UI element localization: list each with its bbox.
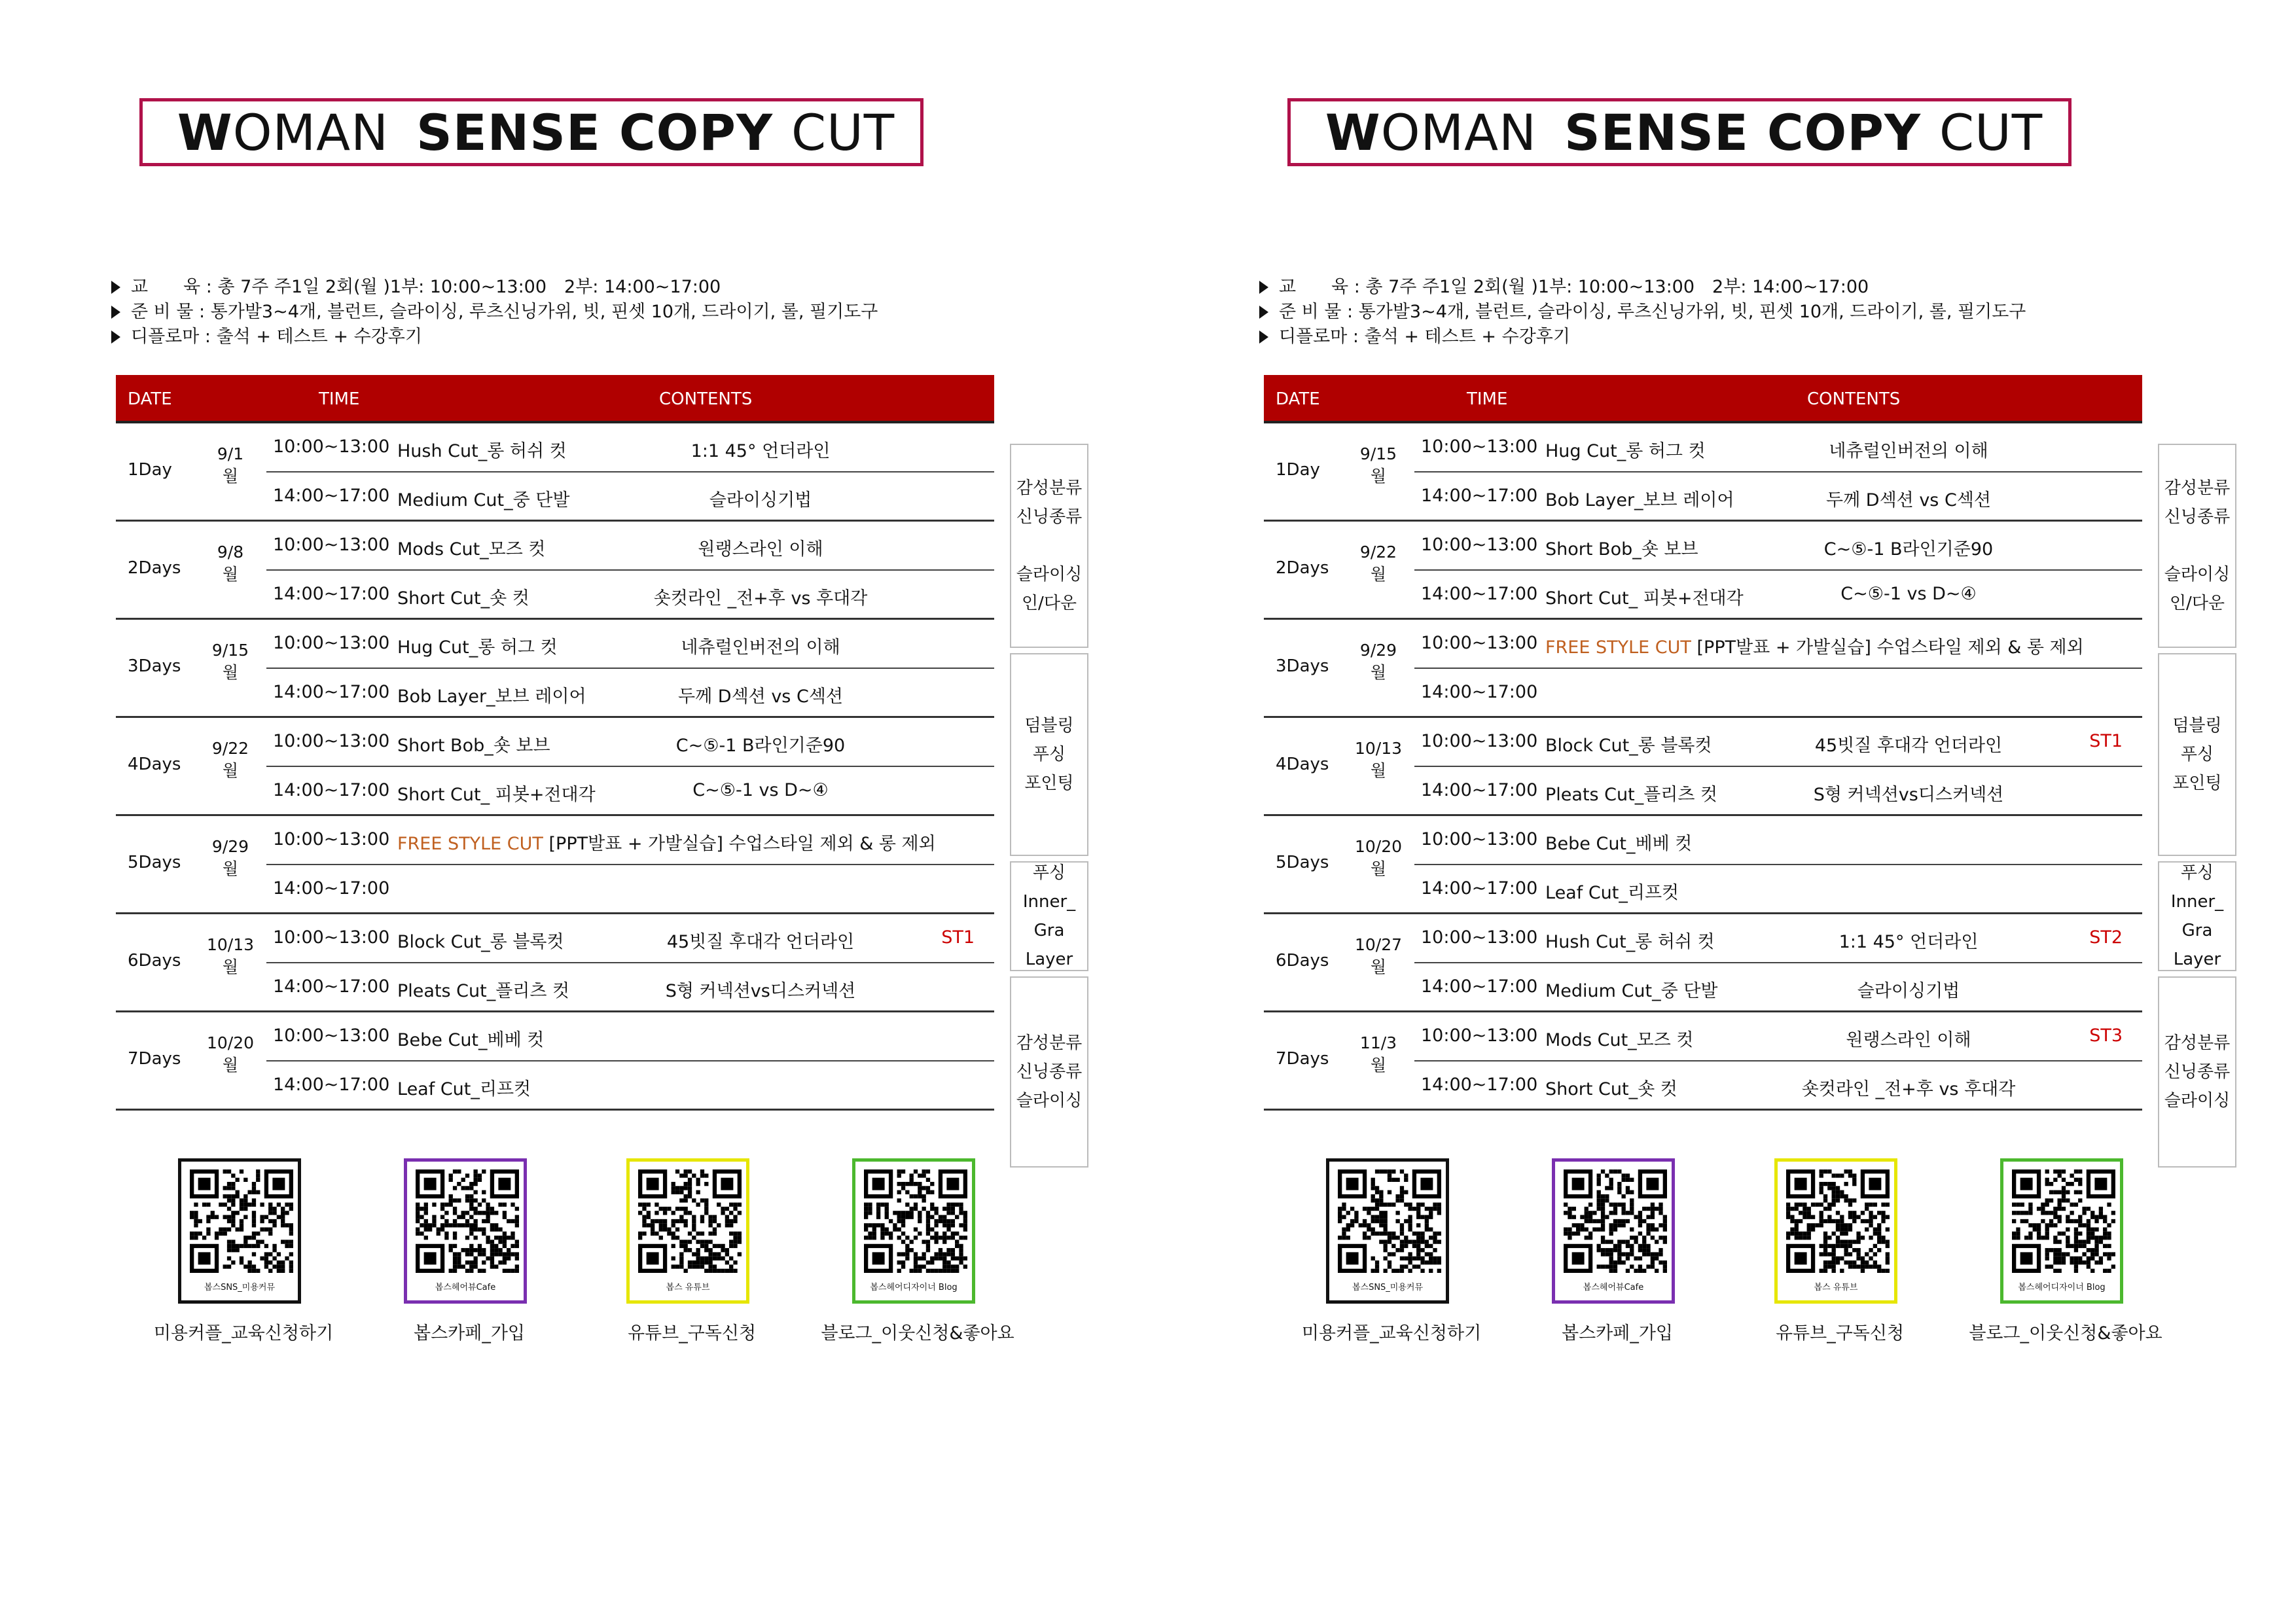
cut-name: Pleats Cut_플리츠 컷 <box>1545 785 1718 805</box>
free-style-content <box>1545 633 2084 658</box>
title-sense: SENSE <box>1564 103 1749 162</box>
cut-description: 45빗질 후대각 언더라인 <box>666 932 855 952</box>
slot-time: 14:00~17:00 <box>273 878 390 899</box>
day-date <box>201 639 260 684</box>
time-slot <box>266 963 994 1012</box>
technique-sidebox <box>1010 976 1088 1168</box>
table-row <box>116 816 994 914</box>
time-slot <box>266 718 994 767</box>
course-info <box>1259 275 2176 349</box>
table-row <box>116 914 994 1012</box>
qr-caption: 봅스헤어뷰Cafe <box>435 1283 496 1293</box>
qr-code[interactable] <box>626 1158 749 1304</box>
slot-time: 14:00~17:00 <box>1421 584 1538 604</box>
free-style-detail: [PPT발표 + 가발실습] 수업스타일 제외 & 롱 제외 <box>1696 637 2084 658</box>
table-row <box>116 1012 994 1111</box>
slot-time: 10:00~13:00 <box>1421 829 1538 849</box>
time-slot <box>1414 816 2142 865</box>
technique-sidebox <box>2158 976 2236 1168</box>
time-slot <box>266 914 994 963</box>
weekday: 월 <box>1370 859 1387 878</box>
qr-caption: 봅스헤어뷰Cafe <box>1583 1283 1644 1293</box>
time-slot <box>266 669 994 718</box>
qr-code[interactable] <box>178 1158 301 1304</box>
weekday: 월 <box>1370 663 1387 682</box>
table-row <box>116 522 994 620</box>
cut-name: Bob Layer_보브 레이어 <box>1545 490 1734 510</box>
bullet-triangle-icon <box>1259 306 1268 319</box>
date-value: 11/3 <box>1359 1033 1397 1052</box>
weekday: 월 <box>222 1056 239 1075</box>
cut-description: S형 커넥션vs디스커넥션 <box>1813 785 2004 805</box>
date-value: 9/22 <box>211 739 249 758</box>
cut-description: S형 커넥션vs디스커넥션 <box>665 981 856 1001</box>
qr-caption: 봅스 유튜브 <box>666 1283 710 1293</box>
day-label: 3Days <box>128 656 181 676</box>
technique-sidebox <box>1010 444 1088 648</box>
info-line <box>111 275 1028 300</box>
slot-time: 10:00~13:00 <box>1421 535 1538 555</box>
technique-label: 감성분류 <box>1016 478 1083 498</box>
weekday: 월 <box>1370 957 1387 976</box>
slot-time: 14:00~17:00 <box>273 780 390 800</box>
qr-caption: 봅스헤어디자이너 Blog <box>870 1283 958 1293</box>
qr-caption: 봅스헤어디자이너 Blog <box>2018 1283 2106 1293</box>
day-date <box>1349 836 1408 880</box>
technique-label: 슬라이싱 <box>2164 1091 2231 1111</box>
time-slot <box>1414 914 2142 963</box>
free-style-label: FREE STYLE CUT <box>397 834 543 854</box>
info-text: 교 육 : 총 7주 주1일 2회(월 )1부: 10:00~13:00 2부: 14:00~17:00 <box>1279 277 1869 297</box>
time-slot <box>1414 1012 2142 1061</box>
table-header <box>116 375 994 423</box>
cut-description: C~⑤-1 vs D~④ <box>692 780 829 800</box>
table-header <box>1264 375 2142 423</box>
weekday: 월 <box>222 957 239 976</box>
technique-label: 포인팅 <box>1024 774 1074 793</box>
table-row <box>116 718 994 816</box>
document-title <box>1287 98 2072 166</box>
technique-label: 슬라이싱 <box>1016 1091 1083 1111</box>
title-woman <box>168 103 398 162</box>
cut-description: 네츄럴인버전의 이해 <box>681 637 840 658</box>
header-contents: CONTENTS <box>659 389 753 409</box>
time-slot <box>266 473 994 522</box>
slot-time: 10:00~13:00 <box>273 535 390 555</box>
weekday: 월 <box>222 565 239 584</box>
qr-code-icon <box>1786 1169 1890 1273</box>
date-value: 9/15 <box>1359 444 1397 463</box>
date-value: 9/1 <box>217 444 244 463</box>
course-info <box>111 275 1028 349</box>
slot-time: 14:00~17:00 <box>1421 682 1538 702</box>
info-text: 교 육 : 총 7주 주1일 2회(월 )1부: 10:00~13:00 2부: 14:00~17:00 <box>131 277 721 297</box>
date-value: 9/29 <box>1359 641 1397 660</box>
time-slot <box>1414 1061 2142 1111</box>
technique-label: 슬라이싱 <box>2164 565 2231 584</box>
slot-time: 14:00~17:00 <box>273 584 390 604</box>
cut-name: Medium Cut_중 단발 <box>1545 981 1718 1001</box>
slot-time: 14:00~17:00 <box>1421 1075 1538 1095</box>
time-slot <box>1414 718 2142 767</box>
weekday: 월 <box>222 859 239 878</box>
qr-code[interactable] <box>404 1158 527 1304</box>
technique-label: Gra <box>1033 921 1065 940</box>
cut-description: 45빗질 후대각 언더라인 <box>1814 736 2003 756</box>
cut-name: Hug Cut_롱 허그 컷 <box>397 637 558 658</box>
time-slot <box>1414 865 2142 914</box>
time-slot <box>266 571 994 620</box>
slot-time: 10:00~13:00 <box>273 731 390 751</box>
qr-link-label[interactable]: 미용커플_교육신청하기 <box>153 1323 334 1344</box>
schedule-panel <box>1148 0 2296 1623</box>
technique-label: 덤블링 <box>2172 716 2222 736</box>
technique-label: 감성분류 <box>2164 1033 2231 1053</box>
qr-link-label[interactable]: 봅스카페_가입 <box>414 1323 525 1344</box>
date-value: 10/20 <box>1354 837 1403 856</box>
slot-time: 14:00~17:00 <box>273 976 390 997</box>
day-date <box>201 836 260 880</box>
cut-description: 1:1 45° 언더라인 <box>1839 932 1979 952</box>
time-slot <box>266 767 994 816</box>
cut-description: 슬라이싱기법 <box>1857 981 1960 1001</box>
time-slot <box>266 423 994 473</box>
info-line <box>1259 300 2176 325</box>
title-oman: OMAN <box>1380 103 1537 162</box>
cut-description: 원랭스라인 이해 <box>698 539 823 560</box>
day-date <box>1349 738 1408 782</box>
slot-time: 14:00~17:00 <box>1421 486 1538 506</box>
day-label: 1Day <box>1276 460 1320 480</box>
date-value: 10/13 <box>1354 739 1403 758</box>
st-badge: ST1 <box>2089 731 2123 751</box>
slot-time: 14:00~17:00 <box>1421 878 1538 899</box>
technique-label: 신닝종류 <box>1016 1062 1083 1082</box>
technique-label <box>1011 531 1087 560</box>
day-label: 6Days <box>1276 951 1329 971</box>
title-sense: SENSE <box>416 103 601 162</box>
title-copy: COPY <box>619 103 773 162</box>
technique-sidebox <box>2158 653 2236 856</box>
day-label: 4Days <box>128 755 181 774</box>
technique-sidebox <box>2158 444 2236 648</box>
technique-label: 신닝종류 <box>1016 507 1083 527</box>
cut-name: Leaf Cut_리프컷 <box>397 1079 531 1099</box>
day-date <box>1349 639 1408 684</box>
cut-name: Short Cut_숏 컷 <box>397 588 529 609</box>
technique-label: 푸싱 <box>1032 745 1066 764</box>
weekday: 월 <box>222 761 239 780</box>
day-label: 3Days <box>1276 656 1329 676</box>
technique-label: Inner_ <box>2170 892 2224 912</box>
day-date <box>201 934 260 978</box>
slot-time: 10:00~13:00 <box>1421 731 1538 751</box>
qr-code-icon <box>2012 1169 2115 1273</box>
day-date <box>201 1032 260 1077</box>
time-slot <box>1414 620 2142 669</box>
bullet-triangle-icon <box>111 330 120 344</box>
date-value: 9/29 <box>211 837 249 856</box>
table-row <box>1264 816 2142 914</box>
technique-label: 감성분류 <box>1016 1033 1083 1053</box>
slot-time: 10:00~13:00 <box>273 633 390 653</box>
time-slot <box>1414 473 2142 522</box>
qr-caption: 봅스SNS_미용커뮤 <box>204 1283 276 1293</box>
day-date <box>201 443 260 488</box>
cut-description: 두께 D섹션 vs C섹션 <box>678 687 843 707</box>
qr-code[interactable] <box>1774 1158 1897 1304</box>
cut-description: 슬라이싱기법 <box>709 490 812 510</box>
qr-caption: 봅스SNS_미용커뮤 <box>1352 1283 1424 1293</box>
technique-sidebox <box>1010 861 1088 971</box>
qr-code-icon <box>638 1169 742 1273</box>
cut-name: Block Cut_롱 블록컷 <box>1545 736 1712 756</box>
technique-label: 감성분류 <box>2164 478 2231 498</box>
cut-name: Short Bob_숏 보브 <box>1545 539 1698 560</box>
cut-description: 두께 D섹션 vs C섹션 <box>1826 490 1991 510</box>
table-row <box>1264 718 2142 816</box>
qr-link-label[interactable]: 블로그_이웃신청&좋아요 <box>1969 1323 2162 1344</box>
info-line <box>1259 275 2176 300</box>
bullet-triangle-icon <box>1259 281 1268 294</box>
cut-name: Bob Layer_보브 레이어 <box>397 687 586 707</box>
header-time: TIME <box>319 389 360 409</box>
qr-code-icon <box>1564 1169 1667 1273</box>
time-slot <box>266 865 994 914</box>
info-text: 디플로마 : 출석 + 테스트 + 수강후기 <box>131 327 422 347</box>
time-slot <box>1414 423 2142 473</box>
header-time: TIME <box>1467 389 1508 409</box>
time-slot <box>1414 963 2142 1012</box>
day-label: 7Days <box>1276 1049 1329 1069</box>
day-label: 2Days <box>1276 558 1329 578</box>
date-value: 9/15 <box>211 641 249 660</box>
bullet-triangle-icon <box>111 281 120 294</box>
cut-name: Short Cut_숏 컷 <box>1545 1079 1677 1099</box>
qr-caption: 봅스 유튜브 <box>1814 1283 1858 1293</box>
free-style-detail: [PPT발표 + 가발실습] 수업스타일 제외 & 롱 제외 <box>548 834 936 854</box>
table-row <box>116 620 994 718</box>
table-row <box>1264 423 2142 522</box>
cut-name: Hush Cut_롱 허쉬 컷 <box>397 441 567 461</box>
day-label: 5Days <box>1276 853 1329 872</box>
cut-description: C~⑤-1 B라인기준90 <box>675 736 846 756</box>
weekday: 월 <box>222 467 239 486</box>
st-badge: ST2 <box>2089 927 2123 948</box>
day-label: 4Days <box>1276 755 1329 774</box>
table-row <box>116 423 994 522</box>
bullet-triangle-icon <box>111 306 120 319</box>
qr-code[interactable] <box>1552 1158 1675 1304</box>
header-contents: CONTENTS <box>1807 389 1901 409</box>
info-text: 디플로마 : 출석 + 테스트 + 수강후기 <box>1279 327 1570 347</box>
technique-label: 신닝종류 <box>2164 507 2231 527</box>
time-slot <box>1414 669 2142 718</box>
qr-code[interactable] <box>2000 1158 2123 1304</box>
qr-code[interactable] <box>852 1158 975 1304</box>
qr-link-label[interactable]: 유튜브_구독신청 <box>627 1323 757 1344</box>
qr-code-icon <box>416 1169 519 1273</box>
table-row <box>1264 914 2142 1012</box>
slot-time: 10:00~13:00 <box>1421 927 1538 948</box>
cut-description: 숏컷라인 _전+후 vs 후대각 <box>1801 1079 2016 1099</box>
day-label: 6Days <box>128 951 181 971</box>
technique-label: 인/다운 <box>1021 594 1077 613</box>
title-cut: CUT <box>791 103 895 162</box>
technique-label: 푸싱 <box>1032 863 1066 883</box>
slot-time: 10:00~13:00 <box>1421 1026 1538 1046</box>
technique-label: 푸싱 <box>2180 745 2214 764</box>
technique-label: 포인팅 <box>2172 774 2222 793</box>
qr-code[interactable] <box>1326 1158 1449 1304</box>
cut-name: Hush Cut_롱 허쉬 컷 <box>1545 932 1715 952</box>
st-badge: ST1 <box>941 927 975 948</box>
time-slot <box>266 522 994 571</box>
date-value: 10/27 <box>1354 935 1403 954</box>
cut-name: Mods Cut_모즈 컷 <box>1545 1030 1694 1050</box>
title-oman: OMAN <box>232 103 389 162</box>
info-text: 준 비 물 : 통가발3~4개, 블런트, 슬라이싱, 루츠신닝가위, 빗, 핀셋 10개, 드라이기, 롤, 필기도구 <box>131 302 878 322</box>
title-cut: CUT <box>1939 103 2043 162</box>
day-date <box>201 738 260 782</box>
cut-name: Medium Cut_중 단발 <box>397 490 570 510</box>
day-date <box>1349 1032 1408 1077</box>
day-label: 1Day <box>128 460 172 480</box>
technique-label: 덤블링 <box>1024 716 1074 736</box>
technique-label <box>2159 531 2235 560</box>
slot-time: 10:00~13:00 <box>273 437 390 457</box>
slot-time: 10:00~13:00 <box>273 829 390 849</box>
technique-label: Gra <box>2181 921 2213 940</box>
weekday: 월 <box>1370 565 1387 584</box>
day-label: 7Days <box>128 1049 181 1069</box>
schedule-table <box>1264 375 2142 1111</box>
qr-link-label[interactable]: 블로그_이웃신청&좋아요 <box>821 1323 1014 1344</box>
slot-time: 10:00~13:00 <box>1421 437 1538 457</box>
qr-link-label[interactable]: 봅스카페_가입 <box>1562 1323 1673 1344</box>
cut-description: C~⑤-1 B라인기준90 <box>1823 539 1994 560</box>
day-date <box>1349 541 1408 586</box>
cut-name: Mods Cut_모즈 컷 <box>397 539 546 560</box>
free-style-label: FREE STYLE CUT <box>1545 637 1691 658</box>
technique-label: 신닝종류 <box>2164 1062 2231 1082</box>
cut-name: Bebe Cut_베베 컷 <box>397 1030 545 1050</box>
date-value: 10/13 <box>206 935 255 954</box>
title-w: W <box>1325 103 1381 162</box>
cut-name: Short Bob_숏 보브 <box>397 736 550 756</box>
technique-label: 슬라이싱 <box>1016 565 1083 584</box>
day-label: 2Days <box>128 558 181 578</box>
time-slot <box>266 1012 994 1061</box>
title-copy: COPY <box>1767 103 1921 162</box>
technique-label: Layer <box>2173 950 2221 969</box>
cut-name: Short Cut_ 피봇+전대각 <box>1545 588 1744 609</box>
free-style-content <box>397 829 936 855</box>
cut-description: 원랭스라인 이해 <box>1846 1030 1971 1050</box>
cut-name: Leaf Cut_리프컷 <box>1545 883 1679 903</box>
slot-time: 10:00~13:00 <box>273 927 390 948</box>
time-slot <box>266 816 994 865</box>
qr-code-icon <box>190 1169 293 1273</box>
header-date: DATE <box>1276 389 1320 409</box>
day-date <box>201 541 260 586</box>
cut-description: 1:1 45° 언더라인 <box>691 441 831 461</box>
cut-name: Block Cut_롱 블록컷 <box>397 932 564 952</box>
slot-time: 14:00~17:00 <box>1421 780 1538 800</box>
slot-time: 14:00~17:00 <box>1421 976 1538 997</box>
info-line <box>1259 325 2176 349</box>
weekday: 월 <box>1370 1056 1387 1075</box>
cut-description: 숏컷라인 _전+후 vs 후대각 <box>653 588 868 609</box>
info-text: 준 비 물 : 통가발3~4개, 블런트, 슬라이싱, 루츠신닝가위, 빗, 핀셋 10개, 드라이기, 롤, 필기도구 <box>1279 302 2026 322</box>
cut-description: C~⑤-1 vs D~④ <box>1840 584 1977 604</box>
day-date <box>1349 443 1408 488</box>
technique-label: 푸싱 <box>2180 863 2214 883</box>
time-slot <box>1414 522 2142 571</box>
date-value: 9/8 <box>217 543 244 562</box>
day-date <box>1349 934 1408 978</box>
bullet-triangle-icon <box>1259 330 1268 344</box>
cut-name: Pleats Cut_플리츠 컷 <box>397 981 570 1001</box>
time-slot <box>266 1061 994 1111</box>
cut-name: Short Cut_ 피봇+전대각 <box>397 785 596 805</box>
table-row <box>1264 1012 2142 1111</box>
info-line <box>111 325 1028 349</box>
header-date: DATE <box>128 389 172 409</box>
cut-name: Bebe Cut_베베 컷 <box>1545 834 1693 854</box>
weekday: 월 <box>1370 761 1387 780</box>
qr-code-icon <box>864 1169 967 1273</box>
technique-sidebox <box>1010 653 1088 856</box>
cut-name: Hug Cut_롱 허그 컷 <box>1545 441 1706 461</box>
time-slot <box>266 620 994 669</box>
slot-time: 10:00~13:00 <box>1421 633 1538 653</box>
time-slot <box>1414 767 2142 816</box>
title-w: W <box>177 103 233 162</box>
cut-description: 네츄럴인버전의 이해 <box>1829 441 1988 461</box>
technique-label: Inner_ <box>1022 892 1076 912</box>
schedule-table <box>116 375 994 1111</box>
day-label: 5Days <box>128 853 181 872</box>
slot-time: 14:00~17:00 <box>273 682 390 702</box>
qr-link-label[interactable]: 미용커플_교육신청하기 <box>1301 1323 1482 1344</box>
qr-link-label[interactable]: 유튜브_구독신청 <box>1775 1323 1905 1344</box>
technique-label: Layer <box>1025 950 1073 969</box>
st-badge: ST3 <box>2089 1026 2123 1046</box>
slot-time: 10:00~13:00 <box>273 1026 390 1046</box>
table-row <box>1264 620 2142 718</box>
weekday: 월 <box>1370 467 1387 486</box>
table-row <box>1264 522 2142 620</box>
document-title <box>139 98 924 166</box>
info-line <box>111 300 1028 325</box>
technique-label: 인/다운 <box>2169 594 2225 613</box>
technique-sidebox <box>2158 861 2236 971</box>
weekday: 월 <box>222 663 239 682</box>
date-value: 10/20 <box>206 1033 255 1052</box>
date-value: 9/22 <box>1359 543 1397 562</box>
qr-code-icon <box>1338 1169 1441 1273</box>
slot-time: 14:00~17:00 <box>273 1075 390 1095</box>
time-slot <box>1414 571 2142 620</box>
slot-time: 14:00~17:00 <box>273 486 390 506</box>
title-woman <box>1316 103 1546 162</box>
